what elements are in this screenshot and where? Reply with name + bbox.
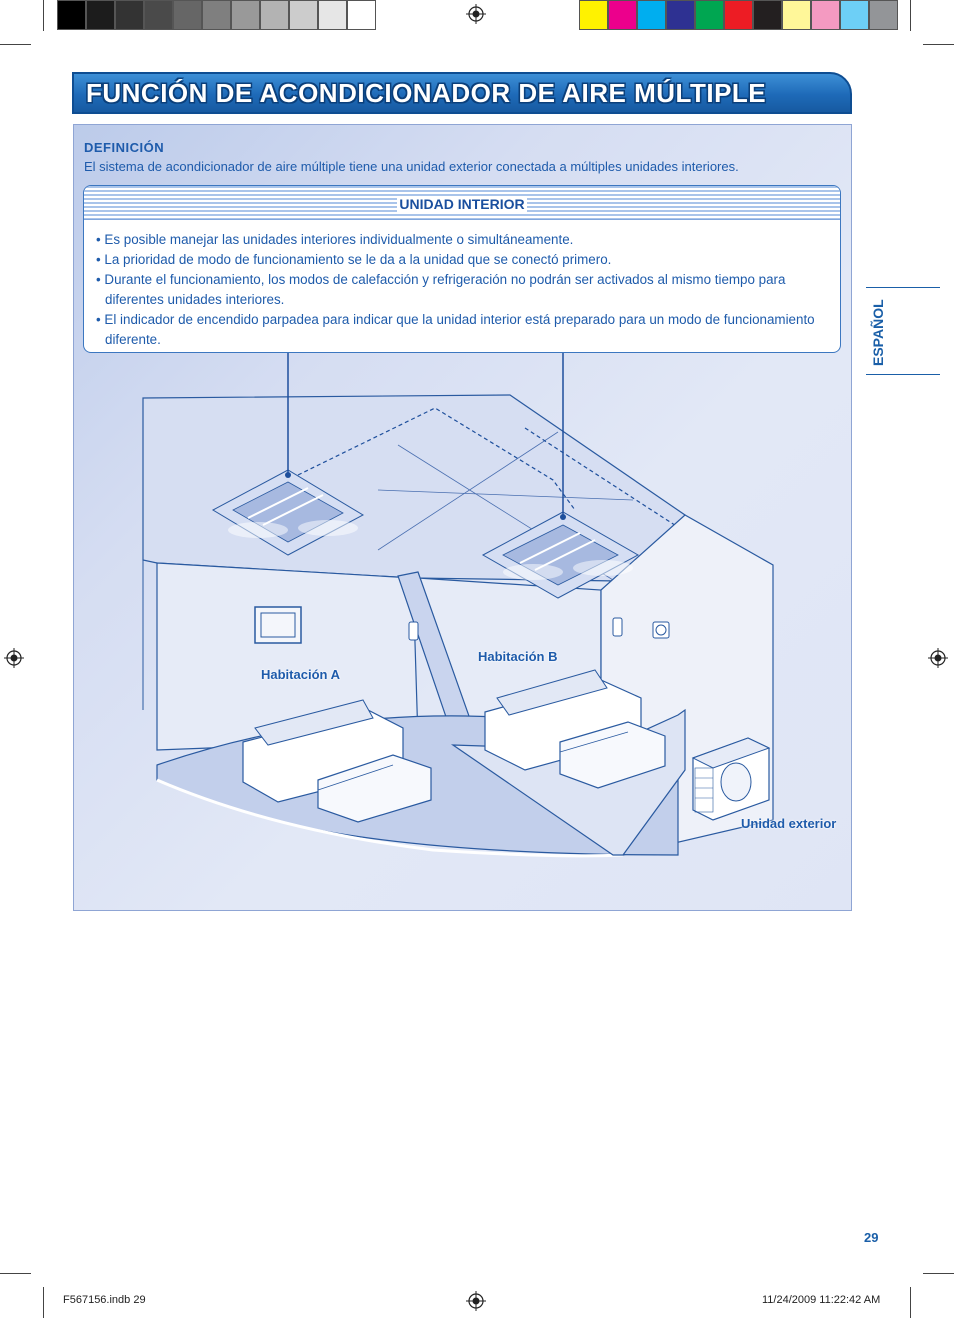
indoor-unit-title (84, 196, 840, 212)
color-swatch (144, 0, 173, 30)
bullet-item: • Durante el funcionamiento, los modos de calefacción y refrigeración no podrán ser activados al mismo tiempo para diferentes unidades interiores. (96, 270, 826, 310)
color-swatch (579, 0, 608, 30)
crop-mark (910, 0, 911, 31)
color-swatch (637, 0, 666, 30)
bullet-item: • Es posible manejar las unidades interiores individualmente o simultáneamente. (96, 230, 826, 250)
wall-picture-frame (255, 607, 301, 643)
crop-mark (923, 1273, 954, 1274)
outdoor-unit-label: Unidad exterior (741, 816, 837, 831)
wall-controller-icon (653, 622, 669, 638)
color-swatch (695, 0, 724, 30)
registration-mark-icon (4, 648, 24, 668)
crop-mark (0, 44, 31, 45)
definition-text: El sistema de acondicionador de aire múltiple tiene una unidad exterior conectada a múltiples unidades interiores. (84, 159, 739, 174)
color-swatch (811, 0, 840, 30)
color-swatch (666, 0, 695, 30)
bullet-item: • La prioridad de modo de funcionamiento se le da a la unidad que se conectó primero. (96, 250, 826, 270)
color-swatch (289, 0, 318, 30)
crop-mark (910, 1287, 911, 1318)
bullet-item: • El indicador de encendido parpadea para indicar que la unidad interior está preparado para un modo de funcionamiento diferente. (96, 310, 826, 350)
crop-mark (923, 44, 954, 45)
color-swatch (57, 0, 86, 30)
crop-mark (43, 0, 44, 31)
color-swatch (753, 0, 782, 30)
color-swatch (724, 0, 753, 30)
color-swatch (260, 0, 289, 30)
color-swatch (173, 0, 202, 30)
color-swatch (840, 0, 869, 30)
color-swatch (202, 0, 231, 30)
page-number: 29 (864, 1230, 879, 1245)
registration-mark-icon (466, 4, 486, 24)
page-title: FUNCIÓN DE ACONDICIONADOR DE AIRE MÚLTIPLE (86, 78, 767, 108)
registration-mark-icon (928, 648, 948, 668)
language-tab-label: ESPAÑOL (870, 299, 886, 366)
color-swatch (115, 0, 144, 30)
color-swatch (782, 0, 811, 30)
room-a-label: Habitación A (261, 667, 340, 682)
title-banner (72, 72, 852, 114)
footer-file-info: F567156.indb 29 (63, 1294, 146, 1306)
color-swatch (86, 0, 115, 30)
indoor-unit-title-text: UNIDAD INTERIOR (399, 196, 525, 212)
multi-split-illustration (73, 350, 852, 910)
remote-controller-icon (409, 622, 418, 640)
color-swatch (869, 0, 898, 30)
color-swatch (318, 0, 347, 30)
footer-datetime: 11/24/2009 11:22:42 AM (762, 1294, 881, 1306)
color-swatch (347, 0, 376, 30)
remote-controller-icon (613, 618, 622, 636)
color-swatch (608, 0, 637, 30)
crop-mark (0, 1273, 31, 1274)
registration-mark-icon (466, 1291, 486, 1311)
indoor-unit-box (83, 185, 841, 353)
room-b-label: Habitación B (478, 649, 558, 664)
color-swatch (231, 0, 260, 30)
definition-heading: DEFINICIÓN (84, 140, 165, 155)
indoor-unit-bullet-list (96, 230, 826, 350)
crop-mark (43, 1287, 44, 1318)
